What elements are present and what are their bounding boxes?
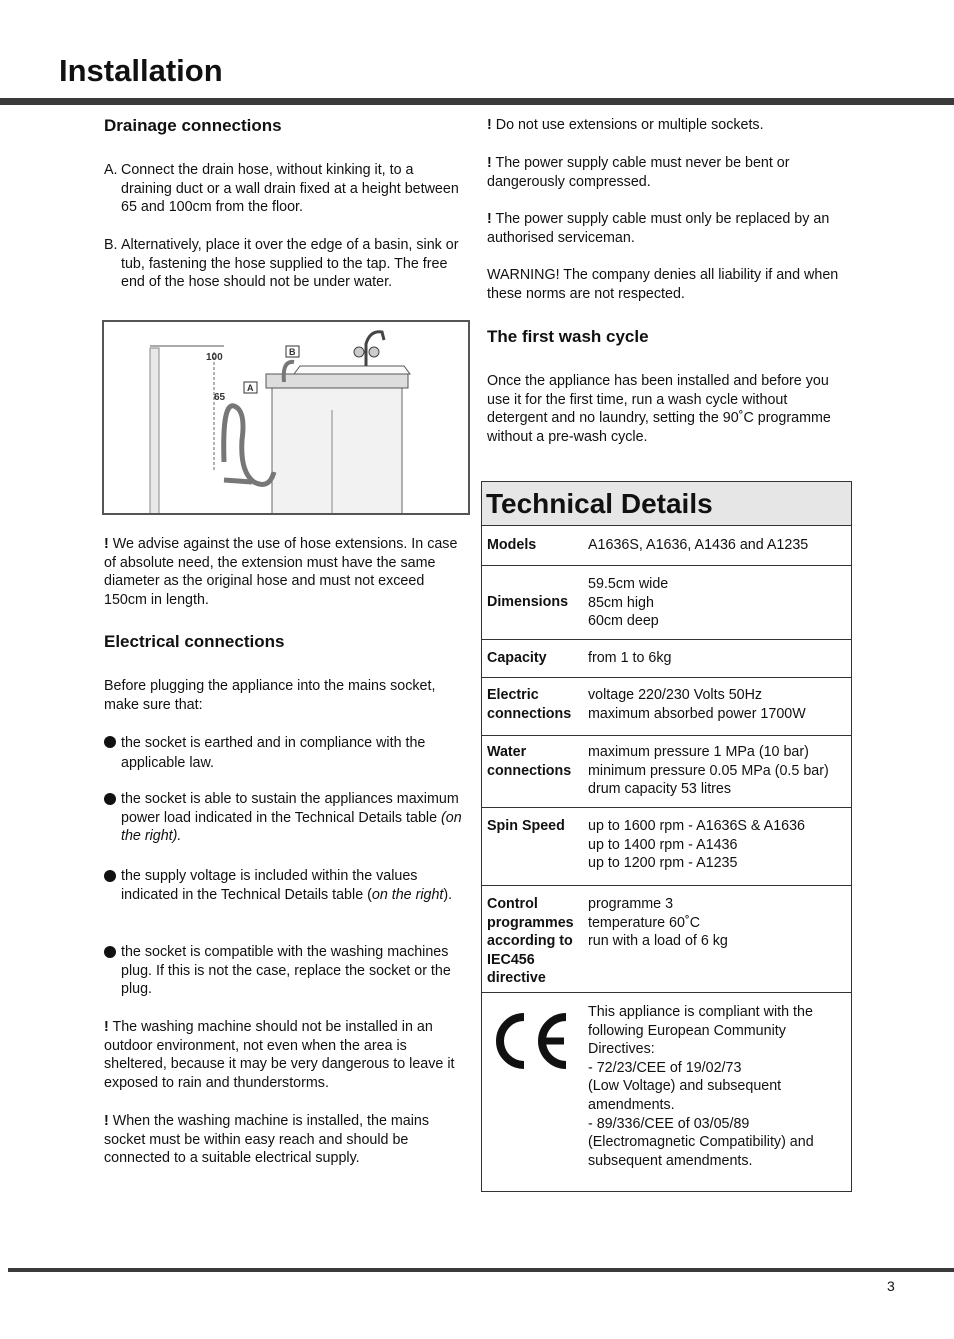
value-line: This appliance is compliant with the bbox=[588, 1004, 813, 1020]
label-line: connections bbox=[487, 705, 572, 722]
row-label bbox=[487, 686, 583, 723]
drainage-heading: Drainage connections bbox=[104, 116, 282, 135]
label-line: Control bbox=[487, 896, 538, 912]
bullet-text-end: ). bbox=[443, 886, 453, 903]
technical-details-table bbox=[481, 481, 852, 1192]
drain-hose-diagram bbox=[104, 322, 468, 513]
footer-rule bbox=[8, 1268, 954, 1272]
note-text: Do not use extensions or multiple sockets. bbox=[491, 117, 764, 133]
liability-warning: WARNING! The company denies all liability if and when these norms are not respected. bbox=[487, 267, 839, 302]
dimension-depth: 60cm deep bbox=[588, 613, 659, 630]
dimension-width: 59.5cm wide bbox=[588, 576, 669, 592]
bullet-italic: on the right bbox=[371, 886, 444, 903]
row-label: Spin Speed bbox=[487, 818, 565, 834]
value-line: voltage 220/230 Volts 50Hz bbox=[588, 687, 763, 703]
ce-mark-icon bbox=[490, 1007, 570, 1075]
bullet-text: the socket is able to sustain the appliances maximum power load indicated in the Technical Details table bbox=[121, 791, 459, 826]
label-line: Water bbox=[487, 744, 527, 760]
table-row-capacity bbox=[482, 640, 851, 678]
row-value bbox=[588, 575, 850, 631]
value-line: up to 1600 rpm - A1636S & A1636 bbox=[588, 818, 805, 834]
technical-details-heading: Technical Details bbox=[482, 482, 851, 526]
value-line: (Electromagnetic Compatibility) and bbox=[588, 1134, 814, 1151]
note-text: The power supply cable must only be replaced by an authorised serviceman. bbox=[487, 211, 830, 246]
outdoor-warning bbox=[104, 1018, 468, 1092]
value-line: up to 1400 rpm - A1436 bbox=[588, 836, 738, 853]
bullet-item bbox=[104, 790, 468, 846]
bullet-dot-icon bbox=[104, 946, 116, 958]
step-a-text: Connect the drain hose, without kinking it, to a draining duct or a wall drain fixed at a height between 65 and 100cm from the floor. bbox=[121, 162, 459, 216]
step-b-label: B. bbox=[104, 237, 118, 253]
label-line: Electric bbox=[487, 687, 539, 703]
row-label: Capacity bbox=[487, 650, 547, 666]
bullet-text: the supply voltage is included within the values indicated in the Technical Details table ( bbox=[121, 868, 418, 903]
page-title: Installation bbox=[59, 53, 223, 88]
exclamation-mark: ! bbox=[487, 155, 492, 171]
value-line: amendments. bbox=[588, 1096, 675, 1113]
value-line: drum capacity 53 litres bbox=[588, 781, 732, 798]
bullet-item bbox=[104, 733, 468, 773]
row-label: Dimensions bbox=[487, 594, 569, 610]
row-label bbox=[487, 743, 583, 780]
bullet-item bbox=[104, 867, 468, 904]
note-cable-replace bbox=[487, 210, 851, 247]
bullet-text: the socket is earthed and in compliance with the applicable law. bbox=[121, 735, 426, 771]
exclamation-mark: ! bbox=[104, 1113, 109, 1129]
value-line: minimum pressure 0.05 MPa (0.5 bar) bbox=[588, 762, 829, 779]
exclamation-mark: ! bbox=[104, 536, 109, 552]
hose-extension-note bbox=[104, 535, 468, 609]
value-line: maximum absorbed power 1700W bbox=[588, 705, 806, 722]
row-label bbox=[487, 895, 583, 988]
drainage-step-b bbox=[104, 236, 468, 292]
first-wash-text: Once the appliance has been installed and before you use it for the first time, run a wash cycle without detergent and no laundry, setting the 90˚C programme without a pre-wash cycle. bbox=[487, 373, 831, 445]
label-line: connections bbox=[487, 762, 572, 779]
row-value bbox=[588, 895, 850, 951]
drainage-illustration bbox=[102, 320, 470, 515]
drainage-step-a bbox=[104, 161, 468, 217]
row-label: Models bbox=[487, 537, 537, 553]
table-row-dimensions bbox=[482, 566, 851, 640]
bullet-dot-icon bbox=[104, 793, 116, 805]
row-value bbox=[588, 686, 850, 723]
height-65-label: 65 bbox=[214, 392, 226, 403]
electrical-heading: Electrical connections bbox=[104, 632, 285, 651]
table-row-spin-speed bbox=[482, 808, 851, 886]
bullet-item bbox=[104, 943, 468, 999]
value-line: Directives: bbox=[588, 1041, 655, 1058]
exclamation-mark: ! bbox=[104, 1019, 109, 1035]
outdoor-warning-text: The washing machine should not be installed in an outdoor environment, not even when the area is sheltered, because it may be very dangerous to leave it exposed to rain and thunderstorms. bbox=[104, 1019, 455, 1091]
label-a: A bbox=[247, 383, 254, 393]
header-rule bbox=[0, 98, 954, 105]
value-line: programme 3 bbox=[588, 896, 674, 912]
row-value bbox=[588, 743, 850, 799]
table-row-control-programmes bbox=[482, 886, 851, 993]
row-value: from 1 to 6kg bbox=[588, 650, 672, 666]
row-value: A1636S, A1636, A1436 and A1235 bbox=[588, 537, 809, 553]
table-row-ce-compliance bbox=[482, 993, 851, 1191]
value-line: up to 1200 rpm - A1235 bbox=[588, 855, 738, 872]
value-line: run with a load of 6 kg bbox=[588, 933, 728, 950]
table-row-electric bbox=[482, 678, 851, 736]
note-extensions bbox=[487, 116, 851, 135]
label-line: directive bbox=[487, 970, 546, 987]
bullet-text: the socket is compatible with the washing machines plug. If this is not the case, replace the socket or the plug. bbox=[121, 944, 451, 998]
value-line: subsequent amendments. bbox=[588, 1152, 753, 1169]
socket-reach-text: When the washing machine is installed, the mains socket must be within easy reach and should be connected to a suitable electrical supply. bbox=[104, 1113, 430, 1167]
row-value bbox=[588, 817, 850, 873]
label-b: B bbox=[289, 347, 296, 357]
exclamation-mark: ! bbox=[487, 211, 492, 227]
note-text: The power supply cable must never be bent or dangerously compressed. bbox=[487, 155, 790, 190]
value-line: - 89/336/CEE of 03/05/89 bbox=[588, 1115, 750, 1132]
value-line: maximum pressure 1 MPa (10 bar) bbox=[588, 744, 809, 760]
step-a-label: A. bbox=[104, 162, 118, 178]
value-line: following European Community bbox=[588, 1022, 786, 1039]
table-row-models bbox=[482, 527, 851, 566]
height-100-label: 100 bbox=[206, 352, 223, 363]
label-line: IEC456 bbox=[487, 951, 535, 968]
value-line: temperature 60˚C bbox=[588, 914, 701, 931]
step-b-text: Alternatively, place it over the edge of a basin, sink or tub, fastening the hose supplied to the tap. The free end of the hose should not be under water. bbox=[121, 237, 459, 291]
first-wash-heading: The first wash cycle bbox=[487, 327, 649, 346]
value-line: - 72/23/CEE of 19/02/73 bbox=[588, 1059, 742, 1076]
ce-compliance-text bbox=[588, 1003, 850, 1170]
dimension-height: 85cm high bbox=[588, 594, 654, 611]
bullet-dot-icon bbox=[104, 736, 116, 748]
bullet-dot-icon bbox=[104, 870, 116, 882]
table-row-water bbox=[482, 736, 851, 808]
label-line: programmes bbox=[487, 914, 574, 931]
electrical-intro: Before plugging the appliance into the mains socket, make sure that: bbox=[104, 678, 436, 713]
socket-reach-note bbox=[104, 1112, 468, 1168]
value-line: (Low Voltage) and subsequent bbox=[588, 1078, 782, 1095]
bullet-italic: (on the right). bbox=[121, 809, 462, 845]
hose-extension-text: We advise against the use of hose extensions. In case of absolute need, the extension must have the same diameter as the original hose and must not exceed 150cm in length. bbox=[104, 536, 458, 608]
label-line: according to bbox=[487, 933, 573, 950]
note-cable-bent bbox=[487, 154, 851, 191]
page-number: 3 bbox=[887, 1278, 895, 1294]
exclamation-mark: ! bbox=[487, 117, 492, 133]
